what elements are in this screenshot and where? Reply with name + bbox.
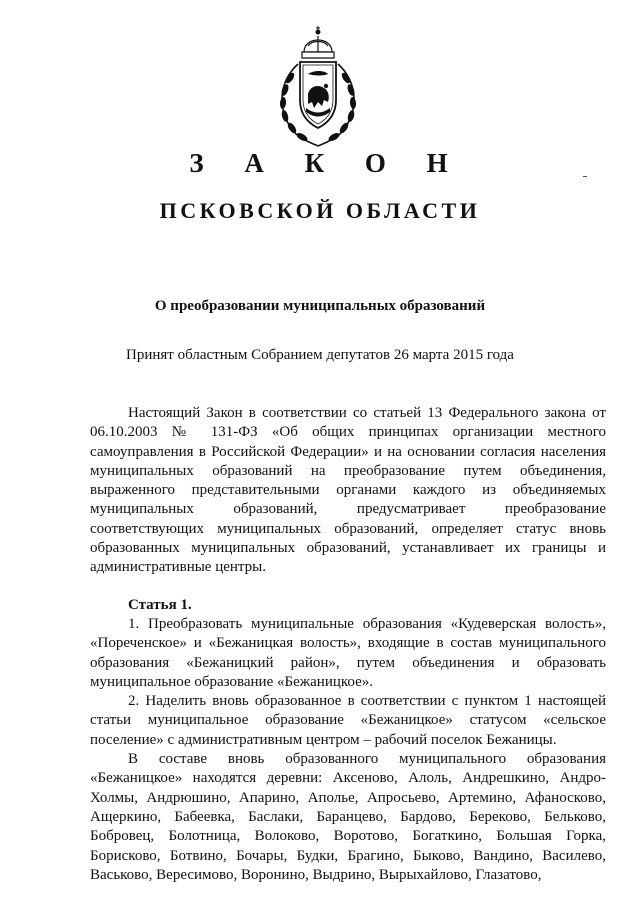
preamble-paragraph: Настоящий Закон в соответствии со статьей 13 Федерального закона от 06.10.2003 № 131-ФЗ «Об общих принципах организации местного самоуправления в Российской Федерации» и на основании согласия населения муниципальных образований на преобразование путем объединения, выраженного представительными органами каждого из объединяемых муниципальных образований, предусматривает преобразование соответствующих муниципальных образований, определяет статус вновь образованных муниципальных образований, устанавливает их границы и административные центры. bbox=[90, 405, 606, 576]
article-clause-2: 2. Наделить вновь образованное в соответствии с пунктом 1 настоящей статьи муниципальное образование «Бежаницкое» статусом «сельское поселение» с административным центром – рабочий поселок Бежаницы. bbox=[90, 693, 606, 748]
article-heading: Статья 1. bbox=[128, 596, 192, 613]
article-clause-3: В составе вновь образованного муниципального образования «Бежаницкое» находятся деревни: Аксеново, Алоль, Андрешкино, Андро-Холмы, Андрюшино, Апарино, Аполье, Апросьево, Артемино, Афаносково, Ащеркино, Бабеевка, Баслаки, Баранцево, Бардово, Береково, Бельково, Бобровец, Болотница, Волоково, Воротово, Богаткино, Большая Горка, Борисково, Ботвино, Бочары, Будки, Брагино, Быково, Вандино, Василево, Васьково, Вересимово, Воронино, Выдрино, Вырыхайлово, Глазатово, bbox=[90, 751, 606, 883]
law-title: З А К О Н bbox=[189, 148, 465, 178]
coat-of-arms-emblem bbox=[268, 22, 368, 150]
document-body bbox=[90, 404, 606, 885]
adoption-line: Принят областным Собранием депутатов 26 марта 2015 года bbox=[126, 347, 514, 363]
region-title: ПСКОВСКОЙ ОБЛАСТИ bbox=[159, 198, 481, 223]
law-subject: О преобразовании муниципальных образований bbox=[154, 298, 486, 314]
article-clause-1: 1. Преобразовать муниципальные образования «Кудеверская волость», «Пореченское» и «Бежаницкая волость», входящие в состав муниципального образования «Бежаницкий район», путем объединения и образовать муниципальное образование «Бежаницкое». bbox=[90, 615, 606, 690]
